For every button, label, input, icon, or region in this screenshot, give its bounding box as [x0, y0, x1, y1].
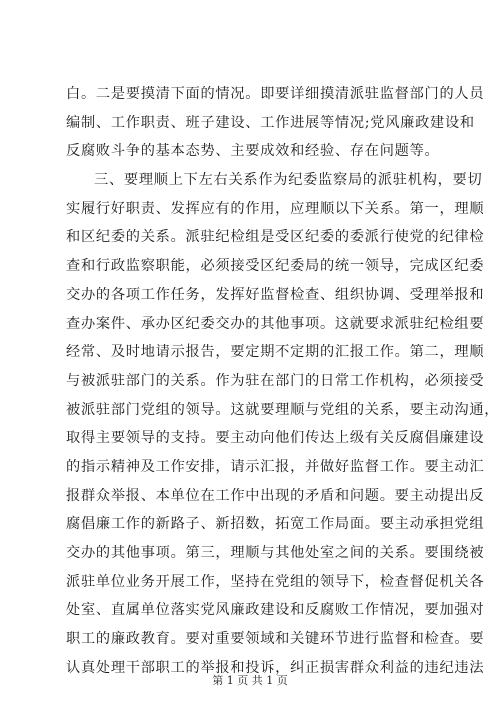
text-line: 查办案件、承办区纪委交办的其他事项。这就要求派驻纪检组要: [66, 315, 485, 332]
text-line: 反腐败斗争的基本态势、主要成效和经验、存在问题等。: [66, 143, 440, 160]
document-body: [66, 80, 500, 682]
text-line: 编制、工作职责、班子建设、工作进展等情况;党风廉政建设和: [66, 114, 475, 131]
text-line: 查和行政监察职能，必须接受区纪委局的统一领导，完成区纪委: [66, 258, 485, 275]
text-line: 与被派驻部门的关系。作为驻在部门的日常工作机构，必须接受: [66, 372, 485, 389]
text-line: 和区纪委的关系。派驻纪检组是受区纪委的委派行使党的纪律检: [66, 229, 485, 246]
text-line: 处室、直属单位落实党风廉政建设和反腐败工作情况，要加强对: [66, 602, 485, 619]
text-line: 腐倡廉工作的新路子、新招数，拓宽工作局面。要主动承担党组: [66, 516, 485, 533]
page-footer: [0, 672, 500, 688]
text-line: 被派驻部门党组的领导。这就要理顺与党组的关系，要主动沟通，: [66, 401, 500, 418]
text-line: 白。二是要摸清下面的情况。即要详细摸清派驻监督部门的人员: [66, 86, 485, 102]
text-line: 报群众举报、本单位在工作中出现的矛盾和问题。要主动提出反: [66, 487, 485, 504]
text-line: 职工的廉政教育。要对重要领域和关键环节进行监督和检查。要: [66, 631, 485, 648]
text-line: 交办的各项工作任务，发挥好监督检查、组织协调、受理举报和: [66, 286, 485, 303]
text-line: 取得主要领导的支持。要主动向他们传达上级有关反腐倡廉建设: [66, 430, 485, 447]
text-line: 派驻单位业务开展工作，坚持在党组的领导下，检查督促机关各: [66, 573, 485, 590]
text-line: 交办的其他事项。第三，理顺与其他处室之间的关系。要围绕被: [66, 545, 485, 561]
text-line: 的指示精神及工作安排，请示汇报，并做好监督工作。要主动汇: [66, 458, 485, 475]
page-number-label: 第 1 页 共 1 页: [212, 674, 288, 687]
text-line: 认真处理干部职工的举报和投诉，纠正损害群众利益的违纪违法: [66, 659, 485, 676]
paragraph-first-line: 三、要理顺上下左右关系作为纪委监察局的派驻机构，要切: [94, 172, 483, 189]
text-line: 经常、及时地请示报告，要定期不定期的汇报工作。第二，理顺: [66, 344, 485, 361]
text-line: 实履行好职责、发挥应有的作用，应理顺以下关系。第一，理顺: [66, 200, 485, 217]
